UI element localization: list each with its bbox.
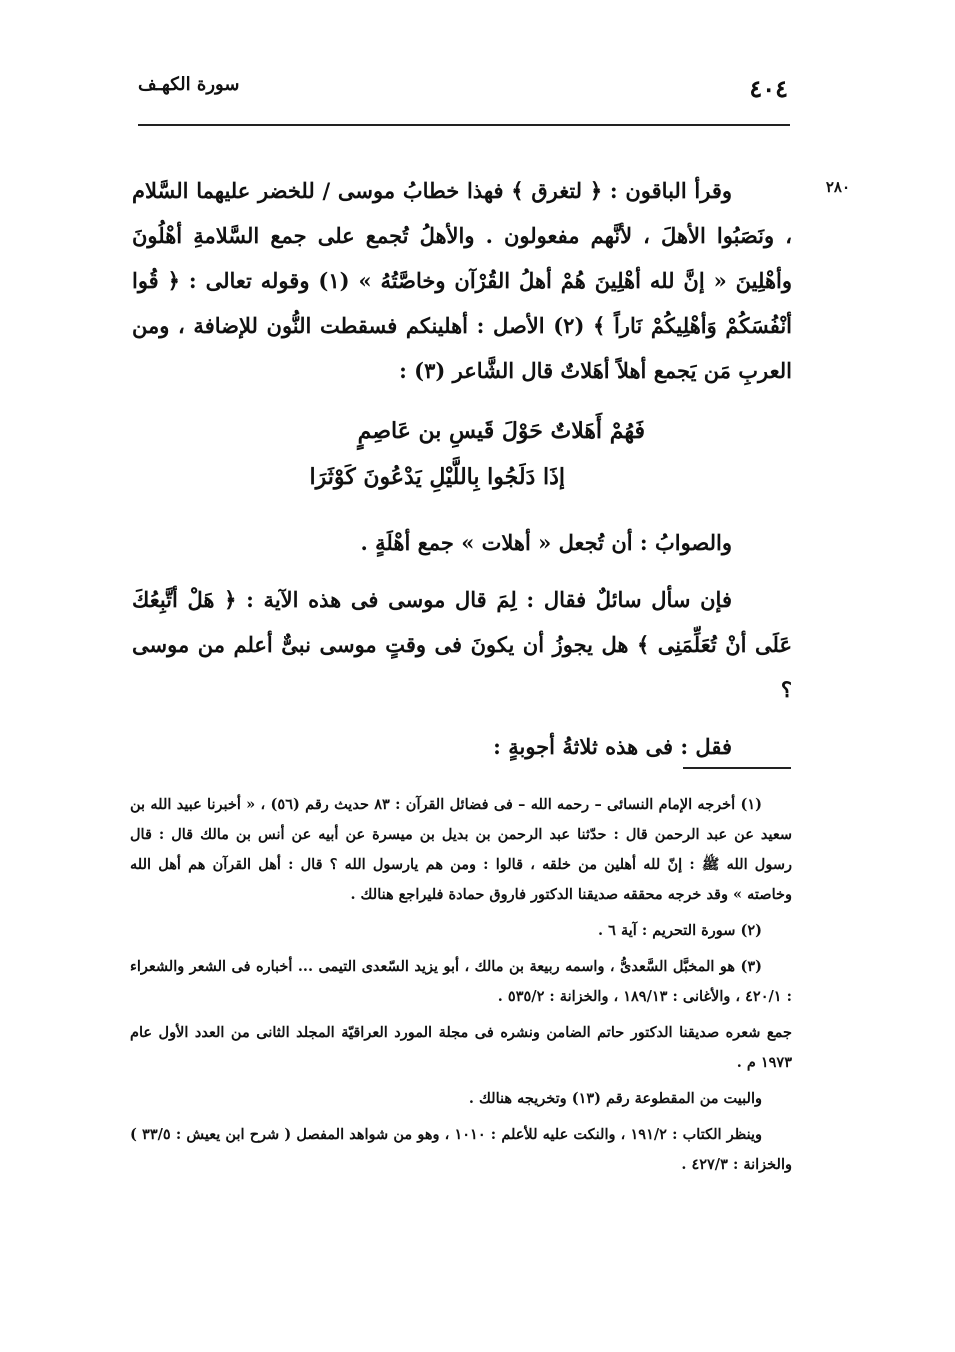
poem-verse-second-hemistich: إذَا دَلَجُوا بِاللَّيْلِ يَدْعُونَ كَوْثَرَا <box>309 464 565 490</box>
running-title: سورة الكهـف <box>138 74 240 95</box>
header-rule <box>138 124 790 126</box>
footnote-1: (١) أخرجه الإمام النسائى – رحمه الله – فى فضائل القرآن : ٨٣ حديث رقم (٥٦) ، « أخبرنا عبيد الله بن سعيد عن عبد الرحمن قال : حدّثنا عبد الرحمن بن بديل بن ميسرة عن أبيه عن أنس بن مالك قال : قال رسول الله ﷺ : إنّ لله أهلين من خلقه ، قالوا : ومن هم يارسول الله ؟ قال : أهل القرآن هم أهل الله وخاصته » وقد خرجه محققه صديقنا الدكتور فاروق حمادة فليراجع هنالك . <box>130 796 792 903</box>
main-text-continued <box>132 520 792 781</box>
footnote-3: (٣) هو المخبَّل السَّعدىُّ ، واسمه ربيعة بن مالك ، أبو يزيد السّعدى التيمى ... أخباره فى الشعر والشعراء : ٤٢٠/١ ، والأغانى : ١٨٩/١٣ ، والخزانة : ٥٣٥/٢ . <box>130 958 792 1005</box>
footnotes <box>130 790 792 1186</box>
footnote-3-verse-source: والبيت من المقطوعة رقم (١٣) وتخريجه هنالك . <box>468 1090 762 1107</box>
footnote-3-continuation: جمع شعره صديقنا الدكتور حاتم الضامن ونشره فى مجلة المورد العراقيّة المجلد الثانى من العدد الأول عام ١٩٧٣ م . <box>130 1024 792 1071</box>
footnote-2: (٢) سورة التحريم : آية ٦ . <box>598 922 762 939</box>
paragraph-2: والصوابُ : أن تُجعل « أهلات » جمع أهْلَةٍ . <box>360 530 732 555</box>
footnote-3-references: وينظر الكتاب : ١٩١/٢ ، والنكت عليه للأعلم : ١٠١٠ ، وهو من شواهد المفصل ( شرح ابن يعيش : ٣٣/٥ ) والخزانة : ٤٢٧/٣ . <box>130 1126 792 1173</box>
paragraph-3: فإن سأل سائلٌ فقال : لِمَ قال موسى فى هذه الآية : ﴿ هَلْ أتَّبِعُكَ عَلَى أنْ تُعَلِّمَنِى ﴾ هل يجوزُ أن يكونَ فى وقتٍ موسى نبىٌّ أعلم من موسى ؟ <box>132 587 792 702</box>
page-header <box>138 62 788 122</box>
poem-verse-first-hemistich: فَهُمْ أَهَلاتٌ حَوْلَ قَيسِ بن عَاصِمٍ <box>357 418 645 444</box>
footnote-separator <box>683 767 791 769</box>
main-text <box>132 168 792 393</box>
paragraph-4: فقل : فى هذه ثلاثةُ أجوبةٍ : <box>493 734 732 759</box>
page-number: ٤٠٤ <box>749 74 788 103</box>
paragraph-1: وقرأ الباقون : ﴿ لتغرق ﴾ فهذا خطابُ موسى / للخضر عليهما السَّلام ، ونَصَبُوا الأهلَ ، لأنَّهم مفعولون . والأهلُ تُجمع على جمع السَّلامةِ أهْلُونَ وأهْلِينَ « إنَّ لله أهْلِينَ هُمْ أهلُ القُرْآن وخاصَّتُهُ » (١) وقوله تعالى : ﴿ قُوا أنْفُسَكُمْ وَأهْلِيكُمْ نَاراً ﴾ (٢) الأصل : أهلينكم فسقطت النُّون للإضافة ، ومن العربِ مَن يَجمع أهلاً أهَلاتٌ قال الشَّاعر (٣) : <box>132 178 793 383</box>
margin-page-reference: ٢٨٠ <box>825 178 850 196</box>
